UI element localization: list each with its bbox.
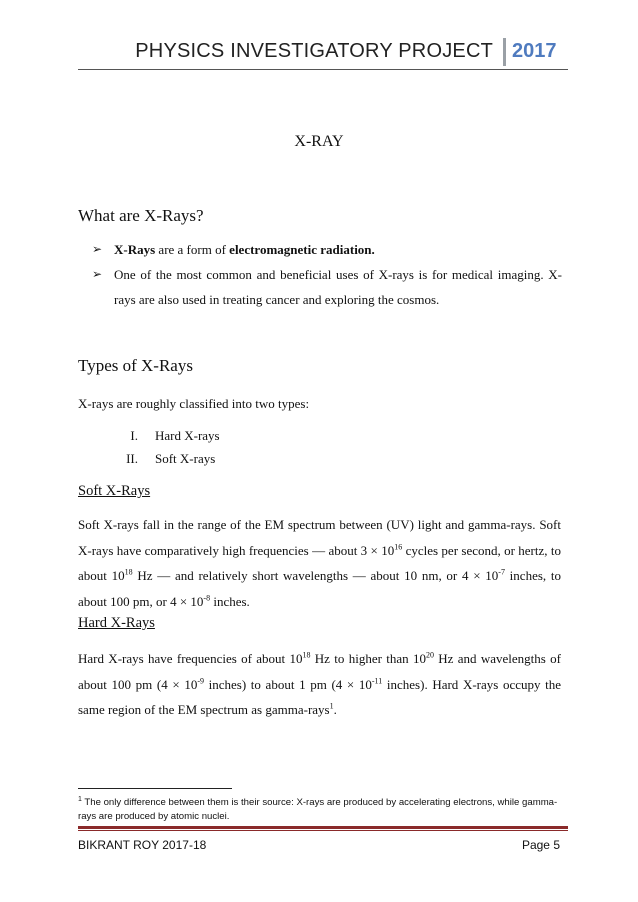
- document-title: X-RAY: [294, 133, 344, 150]
- arrowhead-bullet-icon: ➢: [92, 242, 103, 256]
- bold-term: electromagnetic radiation.: [229, 242, 375, 257]
- header-separator: [503, 38, 506, 66]
- footnote: $^1$ The only difference between them is their source: X-rays are produced by accelerating electrons, while gamma-rays are produced by atomic nuclei.: [78, 795, 558, 822]
- section-heading-types: Types of X-Rays: [78, 356, 193, 375]
- bullet-item: ➢ X-Rays are a form of electromagnetic radiation.: [92, 237, 562, 262]
- header-title: PHYSICS INVESTIGATORY PROJECT: [135, 40, 493, 62]
- header-year: 2017: [512, 40, 557, 62]
- soft-xrays-paragraph: Soft X-rays fall in the range of the EM spectrum between (UV) light and gamma-rays. Soft X-rays have comparatively high frequencies — about $3 \times 10^{16}$ cycles per second, or hertz, to about $10^{18}$ Hz — and relatively short wavelengths — about 10 nm, or $4 \times 10^{-7}$ inches, to about 100 pm, or $4 \times 10^{-8}$ inches.: [78, 517, 561, 609]
- section-heading-what-are-xrays: What are X-Rays?: [78, 206, 204, 225]
- list-item: I. Hard X-rays: [130, 428, 220, 443]
- footer-rule-thick: [78, 826, 568, 829]
- footnote-separator: [78, 788, 232, 789]
- footer-author: BIKRANT ROY 2017-18: [78, 838, 207, 852]
- bold-term: X-Rays: [114, 242, 156, 257]
- footnote-reference: 1: [329, 701, 334, 711]
- hard-xrays-heading: Hard X-Rays: [78, 615, 155, 631]
- bullet-item: ➢ One of the most common and beneficial uses of X-rays is for medical imaging. X-rays are also used in treating cancer and exploring the cosmos.: [92, 262, 562, 312]
- list-item: II. Soft X-rays: [126, 451, 216, 466]
- footer-page-number: Page 5: [521, 838, 560, 852]
- header-rule: [78, 69, 568, 70]
- soft-xrays-heading: Soft X-Rays: [78, 483, 151, 499]
- hard-xrays-paragraph: Hard X-rays have frequencies of about $10^{18}$ Hz to higher than $10^{20}$ Hz and wavelengths of about 100 pm ($4 \times 10^{-9}$ inches) to about 1 pm ($4 \times 10^{-11}$ inches). Hard X-rays occupy the same region of the EM spectrum as gamma-rays$^1$.: [78, 650, 562, 717]
- types-intro: X-rays are roughly classified into two types:: [78, 396, 310, 411]
- arrowhead-bullet-icon: ➢: [92, 267, 103, 281]
- footer-rule-thin: [78, 830, 568, 831]
